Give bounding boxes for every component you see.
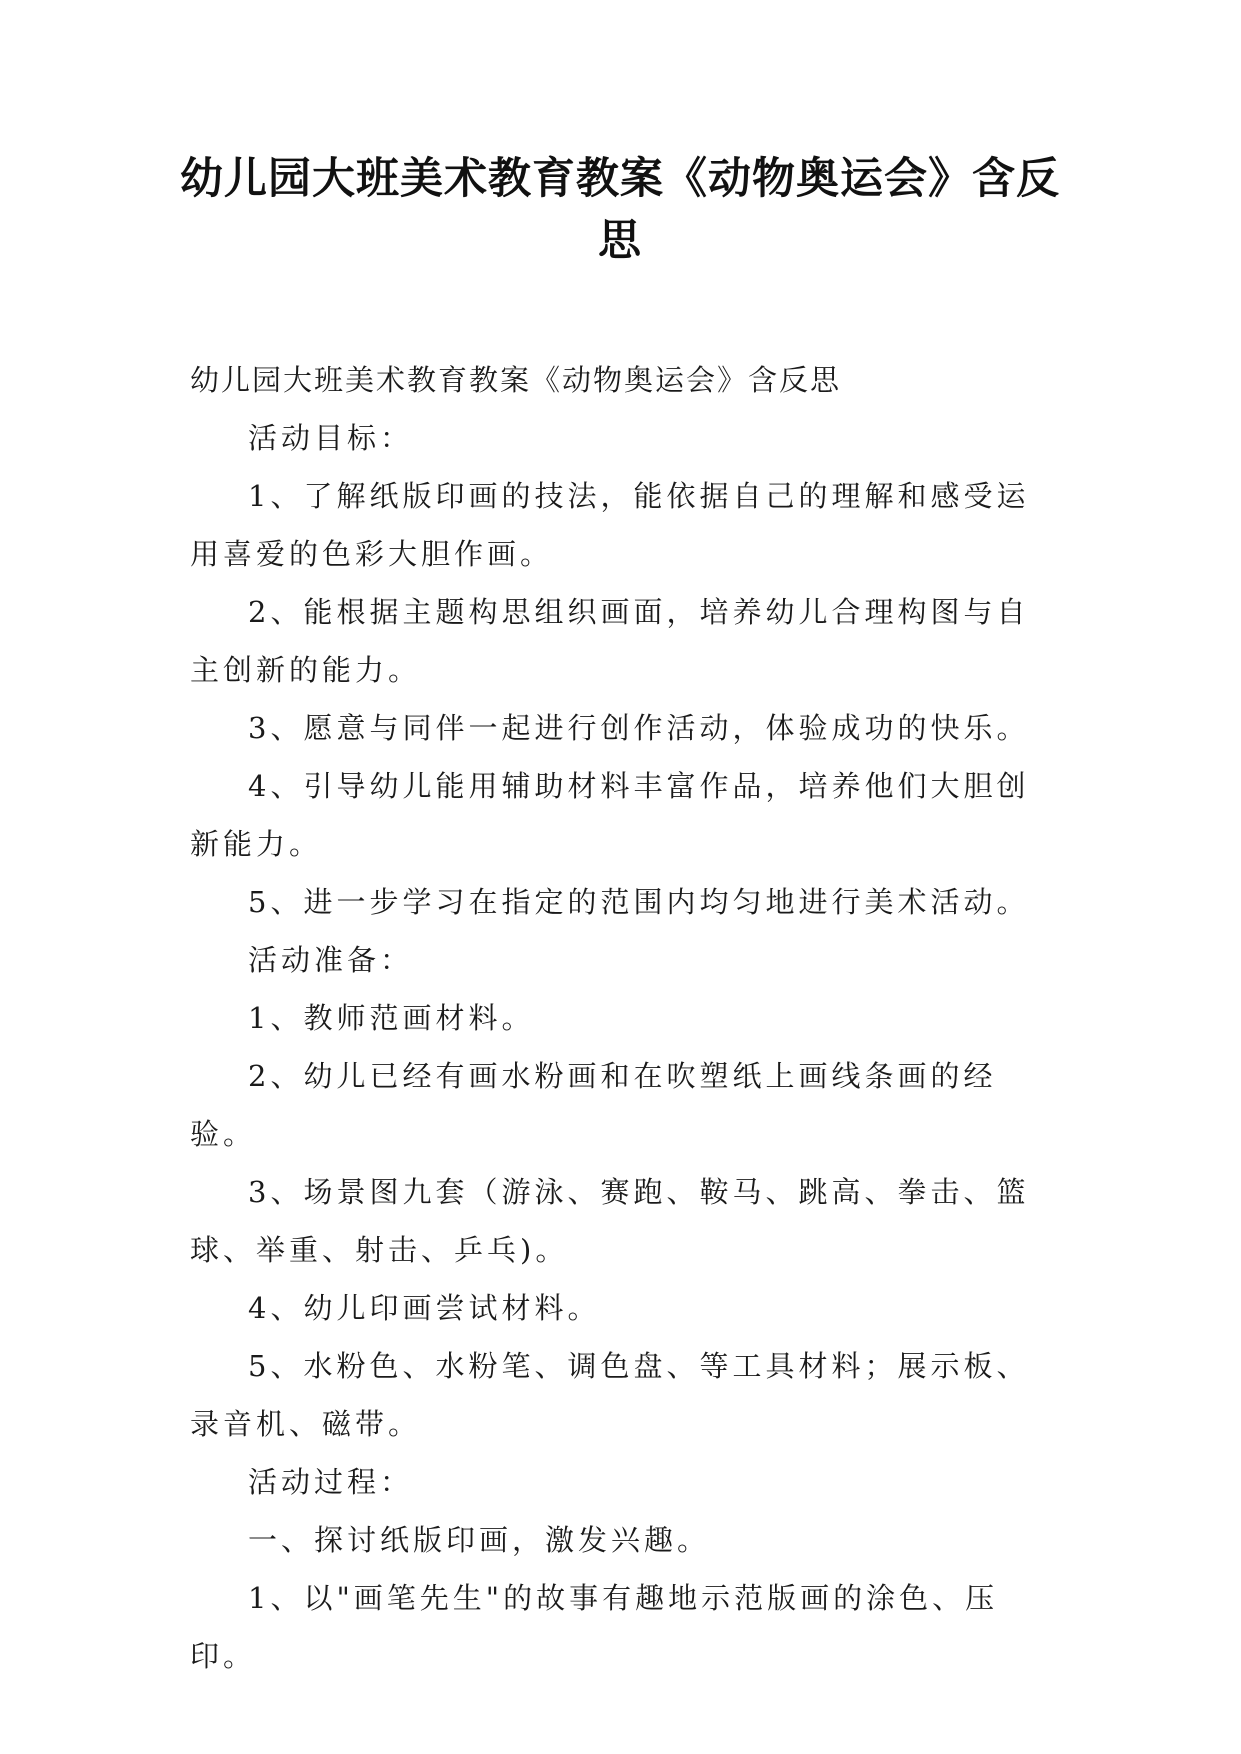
paragraph-process-step-1: 1、以"画笔先生"的故事有趣地示范版画的涂色、压印。	[190, 1581, 999, 1673]
paragraph-prep-4: 4、幼儿印画尝试材料。	[248, 1291, 601, 1325]
paragraph-prep-2: 2、幼儿已经有画水粉画和在吹塑纸上画线条画的经验。	[190, 1059, 997, 1151]
paragraph-prep-1: 1、教师范画材料。	[248, 1001, 535, 1035]
paragraph-subtitle: 幼儿园大班美术教育教案《动物奥运会》含反思	[190, 363, 842, 397]
paragraph-prep-3: 3、场景图九套（游泳、赛跑、鞍马、跳高、拳击、篮球、举重、射击、乒乓)。	[190, 1175, 1030, 1267]
paragraph-goal-2: 2、能根据主题构思组织画面，培养幼儿合理构图与自主创新的能力。	[190, 595, 1030, 687]
paragraph-process-section-1: 一、探讨纸版印画，激发兴趣。	[248, 1523, 711, 1557]
document-title: 幼儿园大班美术教育教案《动物奥运会》含反思	[180, 154, 1060, 266]
paragraph-heading-preparation: 活动准备：	[248, 943, 414, 977]
paragraph-heading-process: 活动过程：	[248, 1465, 414, 1499]
paragraph-goal-1: 1、了解纸版印画的技法，能依据自己的理解和感受运用喜爱的色彩大胆作画。	[190, 479, 1030, 571]
paragraph-goal-5: 5、进一步学习在指定的范围内均匀地进行美术活动。	[248, 885, 1030, 919]
paragraph-goal-3: 3、愿意与同伴一起进行创作活动，体验成功的快乐。	[248, 711, 1030, 745]
paragraph-heading-goals: 活动目标：	[248, 421, 414, 455]
paragraph-goal-4: 4、引导幼儿能用辅助材料丰富作品，培养他们大胆创新能力。	[190, 769, 1030, 861]
paragraph-prep-5: 5、水粉色、水粉笔、调色盘、等工具材料；展示板、录音机、磁带。	[190, 1349, 1030, 1441]
document-body	[190, 351, 1050, 1685]
